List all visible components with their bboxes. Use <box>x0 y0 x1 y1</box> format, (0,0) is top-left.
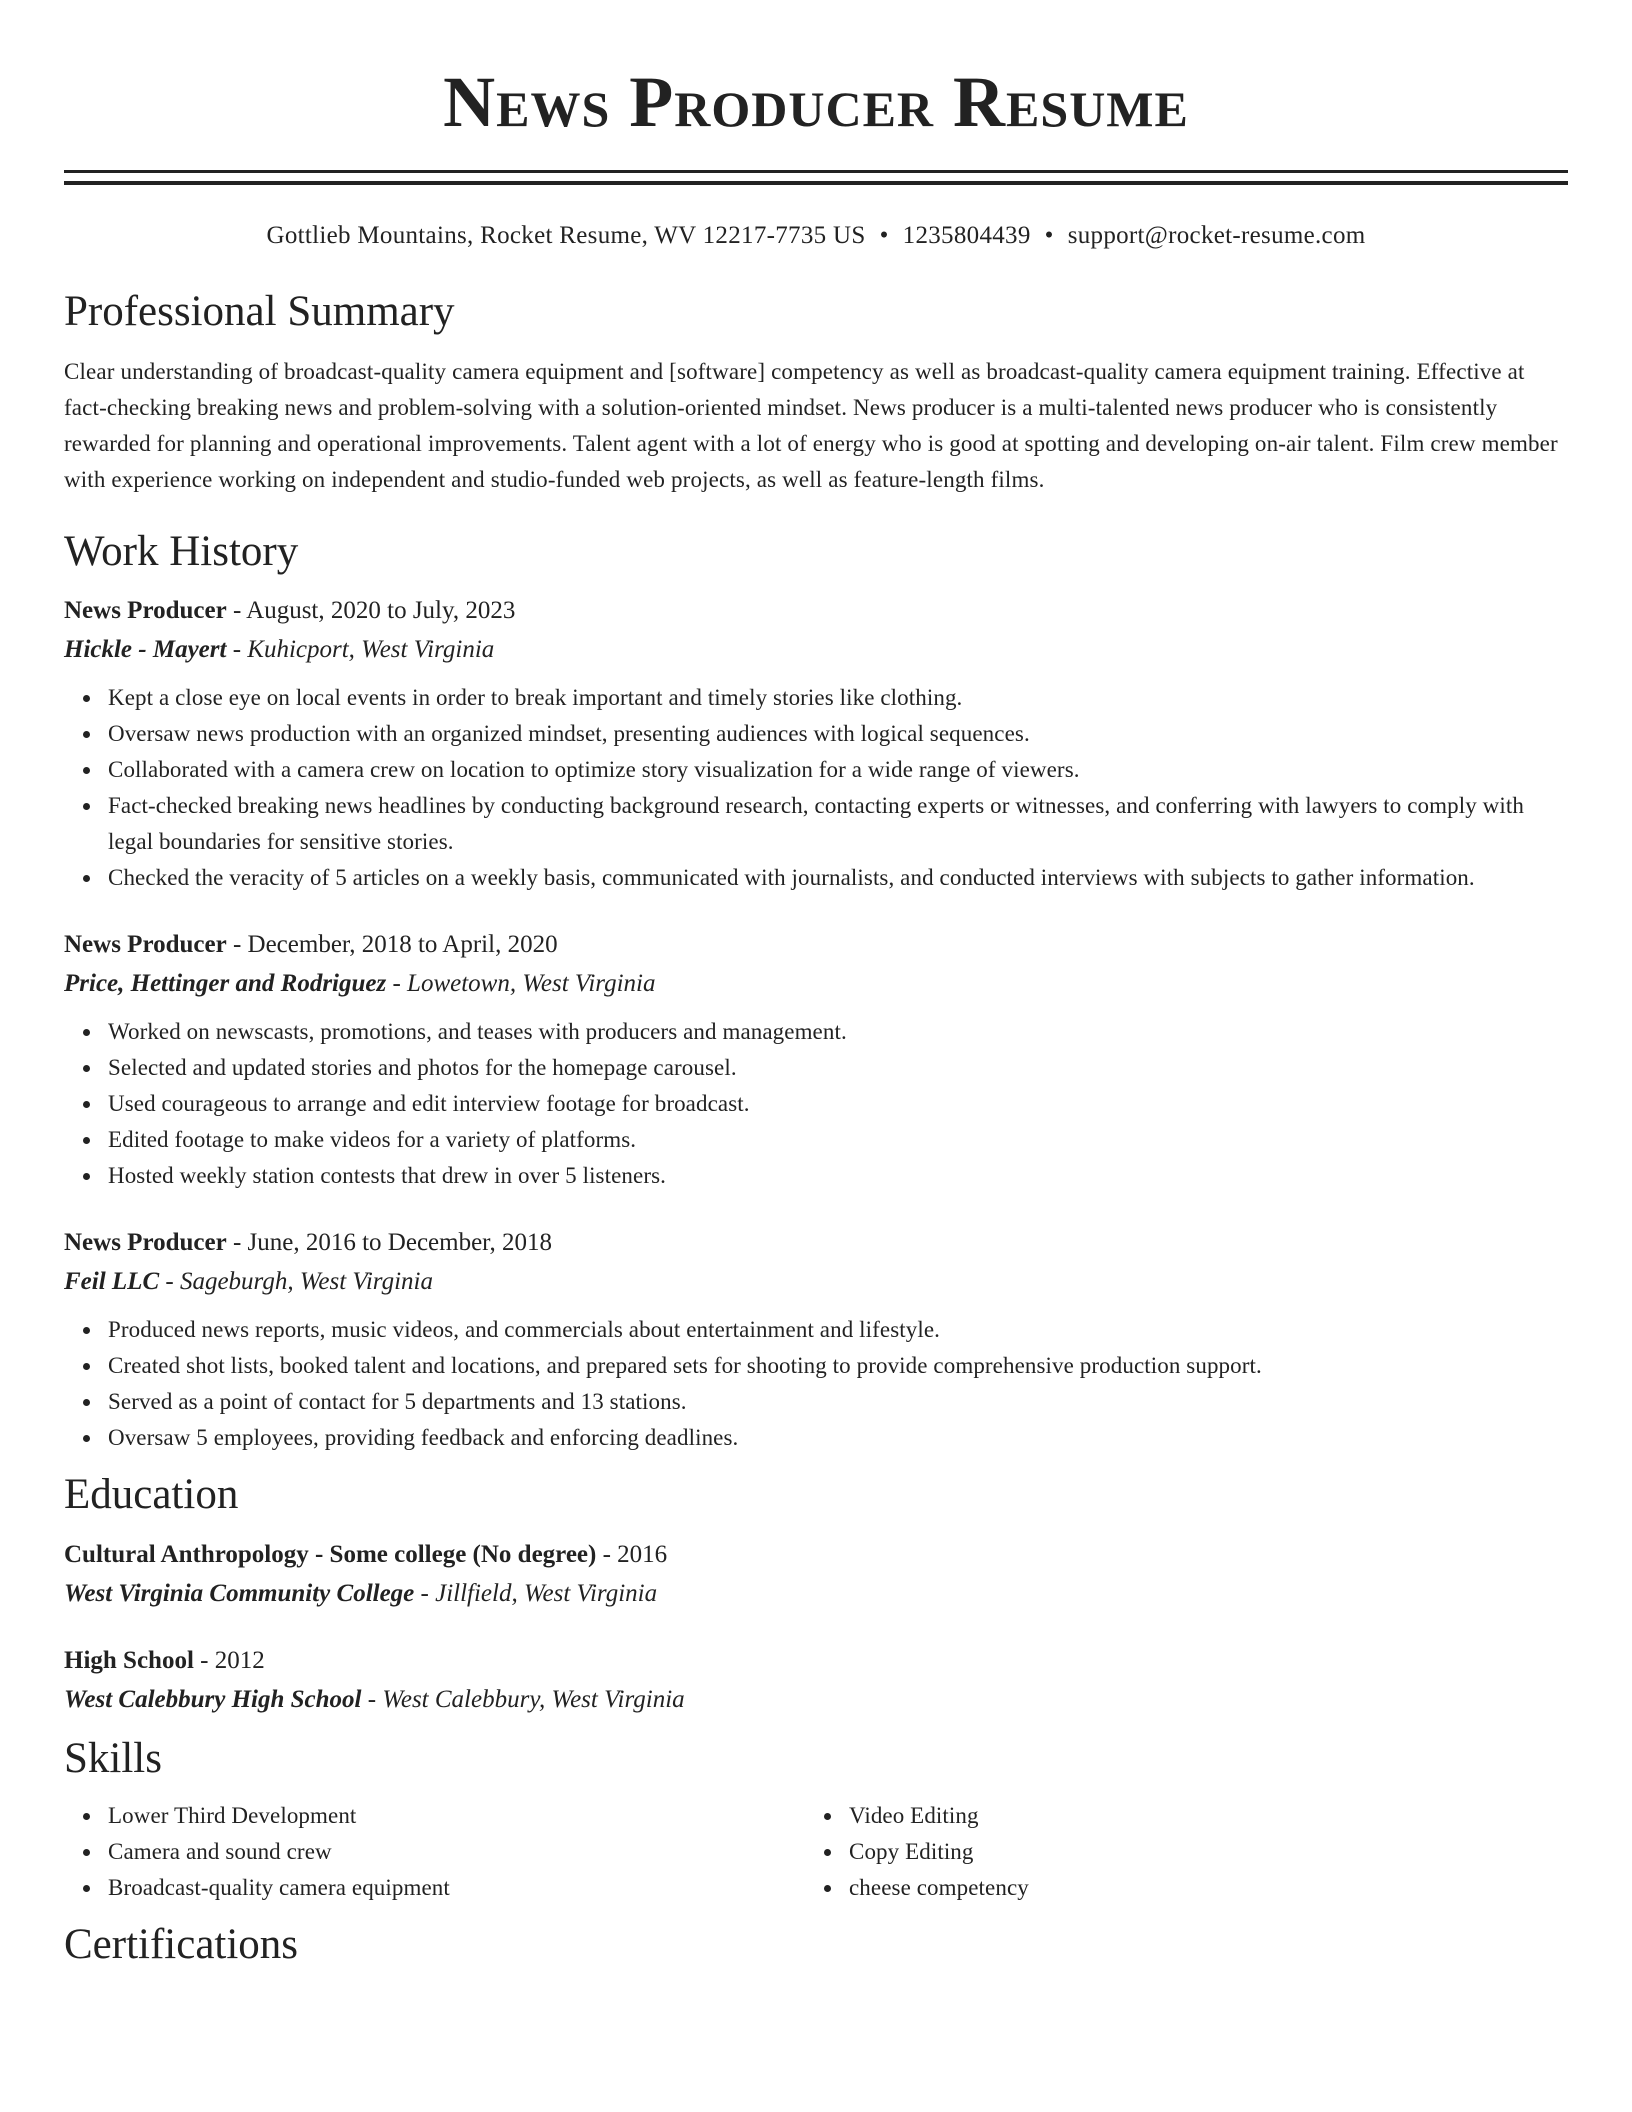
skills-heading: Skills <box>64 1735 162 1782</box>
summary-heading: Professional Summary <box>64 288 455 335</box>
contact-email: support@rocket-resume.com <box>1067 222 1366 249</box>
bullet-icon <box>83 1101 90 1108</box>
skill-item: Camera and sound crew <box>108 1834 805 1870</box>
company-name: Feil LLC <box>64 1268 160 1295</box>
skill-item: cheese competency <box>849 1870 1546 1906</box>
bullet-icon <box>83 1029 90 1036</box>
bullet-icon <box>83 1065 90 1072</box>
job-title-line <box>64 927 1568 963</box>
list-item: Kept a close eye on local events in order to break important and timely stories like clothing. <box>108 680 1568 716</box>
list-item: Created shot lists, booked talent and locations, and prepared sets for shooting to provide comprehensive production support. <box>108 1348 1568 1384</box>
resume-title: News Producer Resume <box>443 62 1189 142</box>
company-name: Price, Hettinger and Rodriguez <box>64 970 387 997</box>
job-title: News Producer <box>64 1229 227 1256</box>
education-entry <box>64 1537 1568 1612</box>
school-name: West Virginia Community College <box>64 1580 415 1607</box>
list-item: Hosted weekly station contests that drew in over 5 listeners. <box>108 1158 1568 1194</box>
list-item: Worked on newscasts, promotions, and teases with producers and management. <box>108 1014 1568 1050</box>
bullet-icon <box>824 1813 831 1820</box>
list-item: Fact-checked breaking news headlines by conducting background research, contacting experts or witnesses, and conferring with lawyers to comply with legal boundaries for sensitive stories. <box>108 788 1568 860</box>
summary-text: Clear understanding of broadcast-quality camera equipment and [software] competency as well as broadcast-quality camera equipment training. Effective at fact-checking breaking news and problem-solving with a solution-oriented mindset. News producer is a multi-talented news producer who is consistently rewarded for planning and operational improvements. Talent agent with a lot of energy who is good at spotting and developing on-air talent. Film crew member with experience working on independent and studio-funded web projects, as well as feature-length films. <box>64 359 1558 492</box>
list-item: Edited footage to make videos for a variety of platforms. <box>108 1122 1568 1158</box>
skill-item: Copy Editing <box>849 1834 1546 1870</box>
job-bullets <box>64 1312 1568 1456</box>
company-location: - Lowetown, West Virginia <box>386 970 656 997</box>
bullet-icon <box>83 1885 90 1892</box>
bullet-icon <box>83 1849 90 1856</box>
title-divider <box>64 170 1568 185</box>
list-item: Checked the veracity of 5 articles on a weekly basis, communicated with journalists, and conducted interviews with subjects to gather information. <box>108 860 1568 896</box>
bullet-icon <box>83 695 90 702</box>
list-item: Produced news reports, music videos, and commercials about entertainment and lifestyle. <box>108 1312 1568 1348</box>
bullet-icon <box>83 875 90 882</box>
skills-bullets <box>805 1798 1546 1906</box>
education-heading: Education <box>64 1471 239 1518</box>
company-location: - Sageburgh, West Virginia <box>159 1268 433 1295</box>
skills-list <box>64 1798 1568 1906</box>
bullet-icon <box>83 1399 90 1406</box>
contact-separator: • <box>879 222 889 249</box>
job-bullets <box>64 1014 1568 1194</box>
bullet-icon <box>83 731 90 738</box>
company-line <box>64 632 1568 668</box>
work-history-heading: Work History <box>64 528 299 575</box>
education-entry <box>64 1643 1568 1718</box>
list-item: Collaborated with a camera crew on location to optimize story visualization for a wide range of viewers. <box>108 752 1568 788</box>
job-dates: - August, 2020 to July, 2023 <box>226 597 516 624</box>
job-entry <box>64 927 1568 1194</box>
list-item: Served as a point of contact for 5 departments and 13 stations. <box>108 1384 1568 1420</box>
graduation-year: - 2016 <box>596 1541 668 1568</box>
graduation-year: - 2012 <box>193 1647 265 1674</box>
company-name: Hickle - Mayert <box>64 636 227 663</box>
school-location: - West Calebbury, West Virginia <box>361 1686 685 1713</box>
bullet-icon <box>83 1327 90 1334</box>
company-line <box>64 966 1568 1002</box>
job-bullets <box>64 680 1568 896</box>
job-title-line <box>64 1225 1568 1261</box>
company-location: - Kuhicport, West Virginia <box>226 636 495 663</box>
school-line <box>64 1576 1568 1612</box>
list-item: Oversaw 5 employees, providing feedback and enforcing deadlines. <box>108 1420 1568 1456</box>
job-title: News Producer <box>64 931 227 958</box>
bullet-icon <box>824 1849 831 1856</box>
skill-item: Video Editing <box>849 1798 1546 1834</box>
bullet-icon <box>83 1363 90 1370</box>
skill-item: Broadcast-quality camera equipment <box>108 1870 805 1906</box>
job-title: News Producer <box>64 597 227 624</box>
list-item: Oversaw news production with an organized mindset, presenting audiences with logical sequences. <box>108 716 1568 752</box>
skill-item: Lower Third Development <box>108 1798 805 1834</box>
job-dates: - December, 2018 to April, 2020 <box>226 931 558 958</box>
contact-address: Gottlieb Mountains, Rocket Resume, WV 12217-7735 US <box>266 222 866 249</box>
degree-line <box>64 1537 1568 1573</box>
job-entry <box>64 1225 1568 1456</box>
job-dates: - June, 2016 to December, 2018 <box>226 1229 553 1256</box>
school-name: West Calebbury High School <box>64 1686 362 1713</box>
list-item: Used courageous to arrange and edit interview footage for broadcast. <box>108 1086 1568 1122</box>
company-line <box>64 1264 1568 1300</box>
degree-name: High School <box>64 1647 194 1674</box>
certifications-heading: Certifications <box>64 1921 299 1968</box>
bullet-icon <box>83 1435 90 1442</box>
skills-bullets <box>64 1798 805 1906</box>
degree-line <box>64 1643 1568 1679</box>
bullet-icon <box>83 1137 90 1144</box>
list-item: Selected and updated stories and photos for the homepage carousel. <box>108 1050 1568 1086</box>
bullet-icon <box>83 767 90 774</box>
contact-line <box>64 219 1568 253</box>
school-location: - Jillfield, West Virginia <box>414 1580 658 1607</box>
job-title-line <box>64 593 1568 629</box>
skills-column-left <box>64 1798 805 1906</box>
contact-phone: 1235804439 <box>902 222 1031 249</box>
job-entry <box>64 593 1568 896</box>
contact-separator: • <box>1044 222 1054 249</box>
bullet-icon <box>83 1813 90 1820</box>
skills-column-right <box>805 1798 1546 1906</box>
bullet-icon <box>83 803 90 810</box>
bullet-icon <box>824 1885 831 1892</box>
degree-name: Cultural Anthropology - Some college (No degree) <box>64 1541 597 1568</box>
school-line <box>64 1682 1568 1718</box>
resume-page <box>64 0 1568 1970</box>
bullet-icon <box>83 1173 90 1180</box>
